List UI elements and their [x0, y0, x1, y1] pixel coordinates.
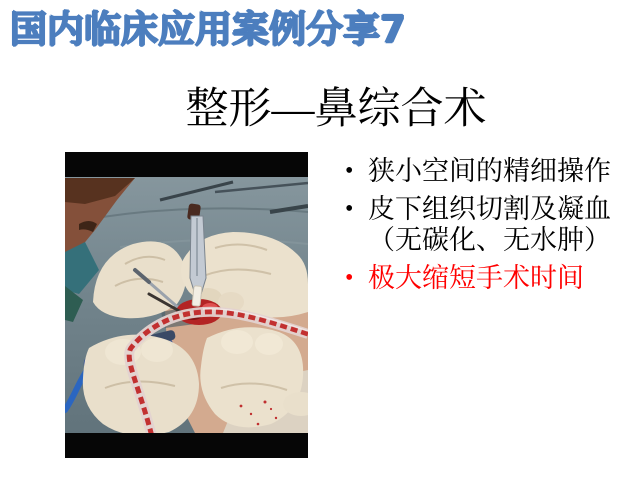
bullet-text: 狭小空间的精细操作	[368, 156, 611, 186]
bullet-text: 极大缩短手术时间	[368, 263, 584, 293]
content-heading: 整形—鼻综合术	[185, 86, 487, 133]
surgery-photo	[65, 152, 308, 458]
bullet-list	[338, 156, 628, 301]
bullet-text-line-1: 皮下组织切割及凝血	[368, 194, 611, 224]
slide-title: 国内临床应用案例分享7	[10, 8, 406, 51]
surgery-photo-illustration	[65, 152, 308, 458]
bullet-item-shorter-surgery-time	[338, 263, 628, 294]
bullet-text-line-2: （无碳化、无水肿）	[368, 225, 611, 255]
bullet-marker: •	[345, 265, 354, 291]
bullet-marker: •	[345, 196, 354, 222]
letterbox-top	[65, 152, 308, 177]
bullet-item-cut-coagulation	[338, 194, 628, 256]
bullet-item-fine-operation	[338, 156, 628, 187]
bullet-marker: •	[345, 158, 354, 184]
letterbox-bottom	[65, 433, 308, 458]
bullet-text	[368, 194, 628, 256]
